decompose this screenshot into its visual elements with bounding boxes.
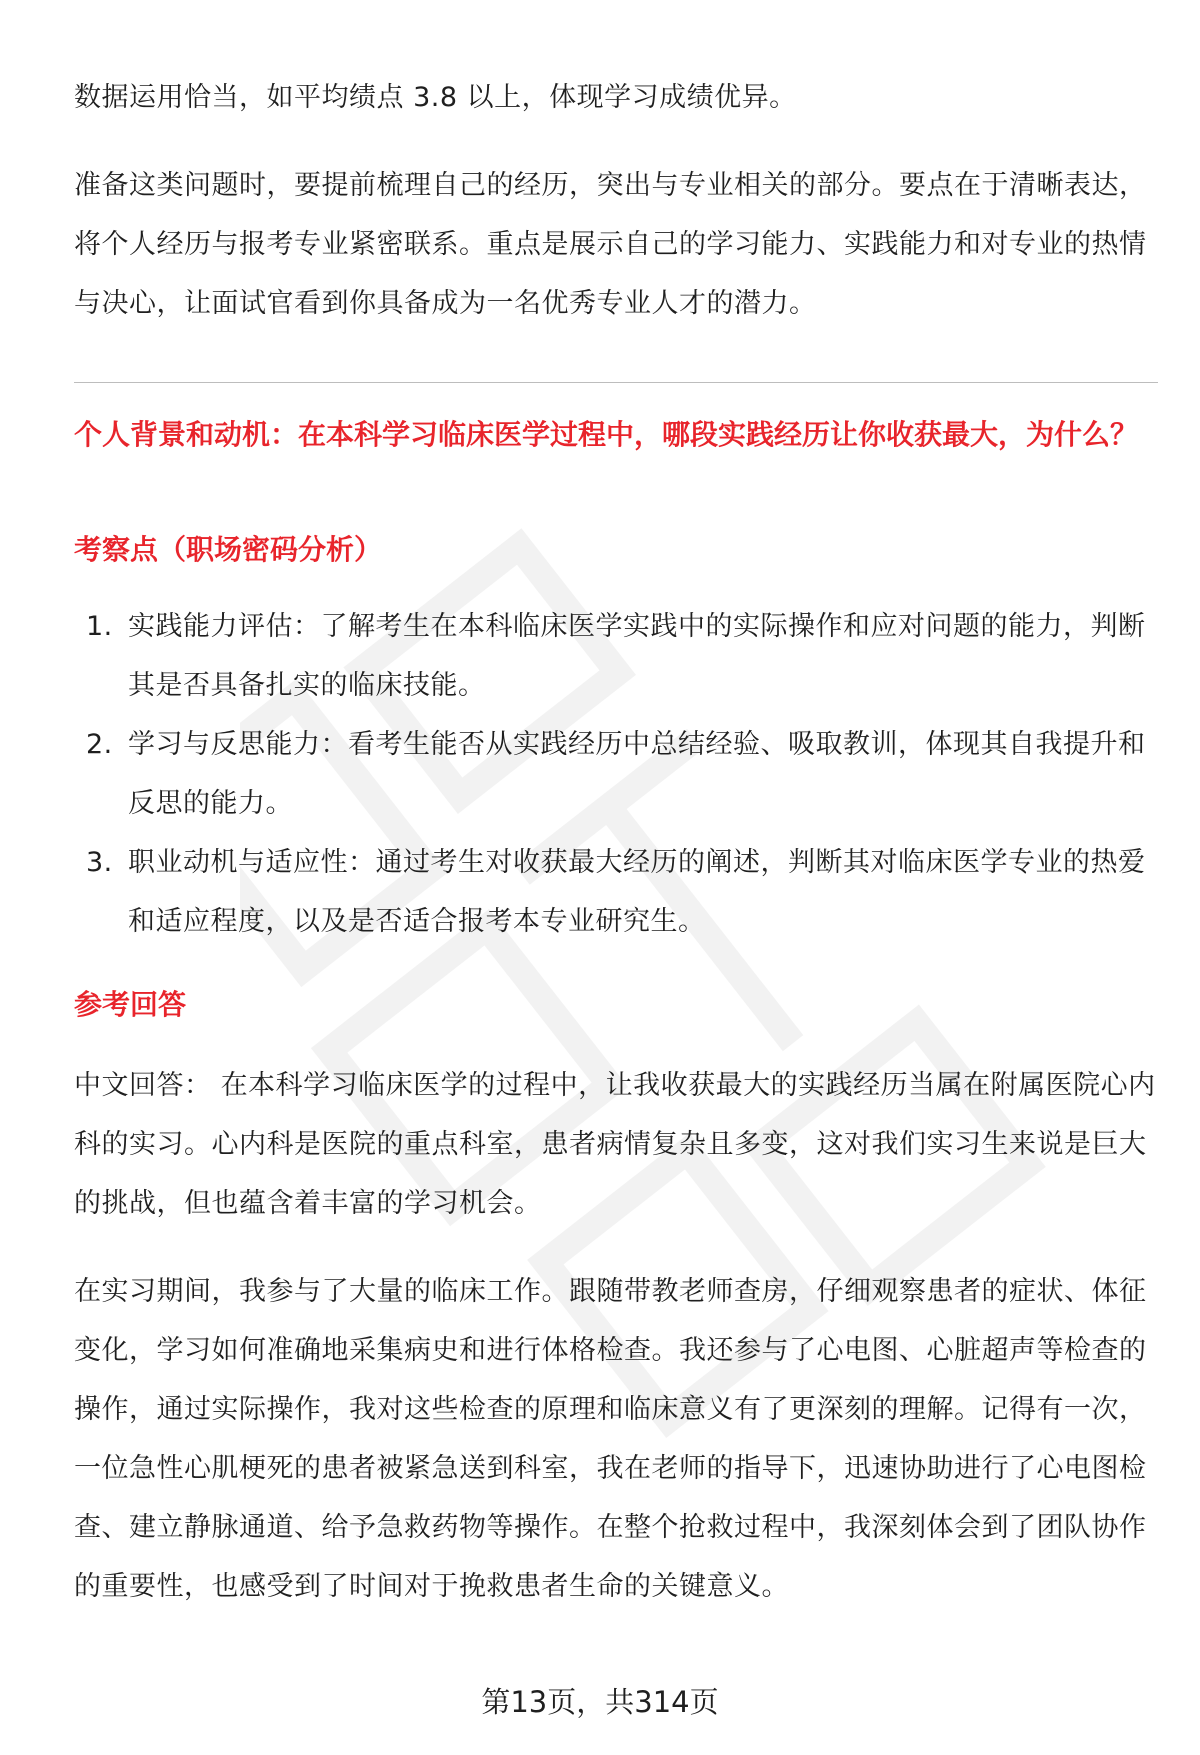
paragraph-answer-internship: 在实习期间，我参与了大量的临床工作。跟随带教老师查房，仔细观察患者的症状、体征变化，学习如何准确地采集病史和进行体格检查。我还参与了心电图、心脏超声等检查的操作，通过实际操作，我对这些检查的原理和临床意义有了更深刻的理解。记得有一次，一位急性心肌梗死的患者被紧急送到科室，我在老师的指导下，迅速协助进行了心电图检查、建立静脉通道、给予急救药物等操作。在整个抢救过程中，我深刻体会到了团队协作的重要性，也感受到了时间对于挽救患者生命的关键意义。 xyxy=(74,1276,1147,1602)
exam-points-list xyxy=(74,597,1158,951)
list-item-text: 实践能力评估：了解考生在本科临床医学实践中的实际操作和应对问题的能力，判断其是否具备扎实的临床技能。 xyxy=(128,611,1146,701)
exam-points-heading: 考察点（职场密码分析） xyxy=(74,533,383,566)
reference-answer-heading: 参考回答 xyxy=(74,988,187,1021)
paragraph-gpa: 数据运用恰当，如平均绩点 3.8 以上，体现学习成绩优异。 xyxy=(74,82,797,113)
paragraph-answer-intro: 中文回答： 在本科学习临床医学的过程中，让我收获最大的实践经历当属在附属医院心内科的实习。心内科是医院的重点科室，患者病情复杂且多变，这对我们实习生来说是巨大的挑战，但也蕴含着丰富的学习机会。 xyxy=(74,1070,1156,1219)
list-item xyxy=(74,597,1158,715)
list-item-text: 学习与反思能力：看考生能否从实践经历中总结经验、吸取教训，体现其自我提升和反思的能力。 xyxy=(128,729,1146,819)
list-item xyxy=(74,833,1158,951)
list-item-text: 职业动机与适应性：通过考生对收获最大经历的阐述，判断其对临床医学专业的热爱和适应程度，以及是否适合报考本专业研究生。 xyxy=(128,847,1146,937)
list-number: 1. xyxy=(86,611,113,642)
list-number: 3. xyxy=(86,847,113,878)
section-divider xyxy=(74,382,1158,383)
page-number-footer: 第13页，共314页 xyxy=(481,1685,719,1719)
question-heading: 个人背景和动机：在本科学习临床医学过程中，哪段实践经历让你收获最大，为什么？ xyxy=(74,418,1139,451)
list-item xyxy=(74,715,1158,833)
paragraph-preparation-tips: 准备这类问题时，要提前梳理自己的经历，突出与专业相关的部分。要点在于清晰表达，将个人经历与报考专业紧密联系。重点是展示自己的学习能力、实践能力和对专业的热情与决心，让面试官看到你具备成为一名优秀专业人才的潜力。 xyxy=(74,170,1147,319)
list-number: 2. xyxy=(86,729,113,760)
